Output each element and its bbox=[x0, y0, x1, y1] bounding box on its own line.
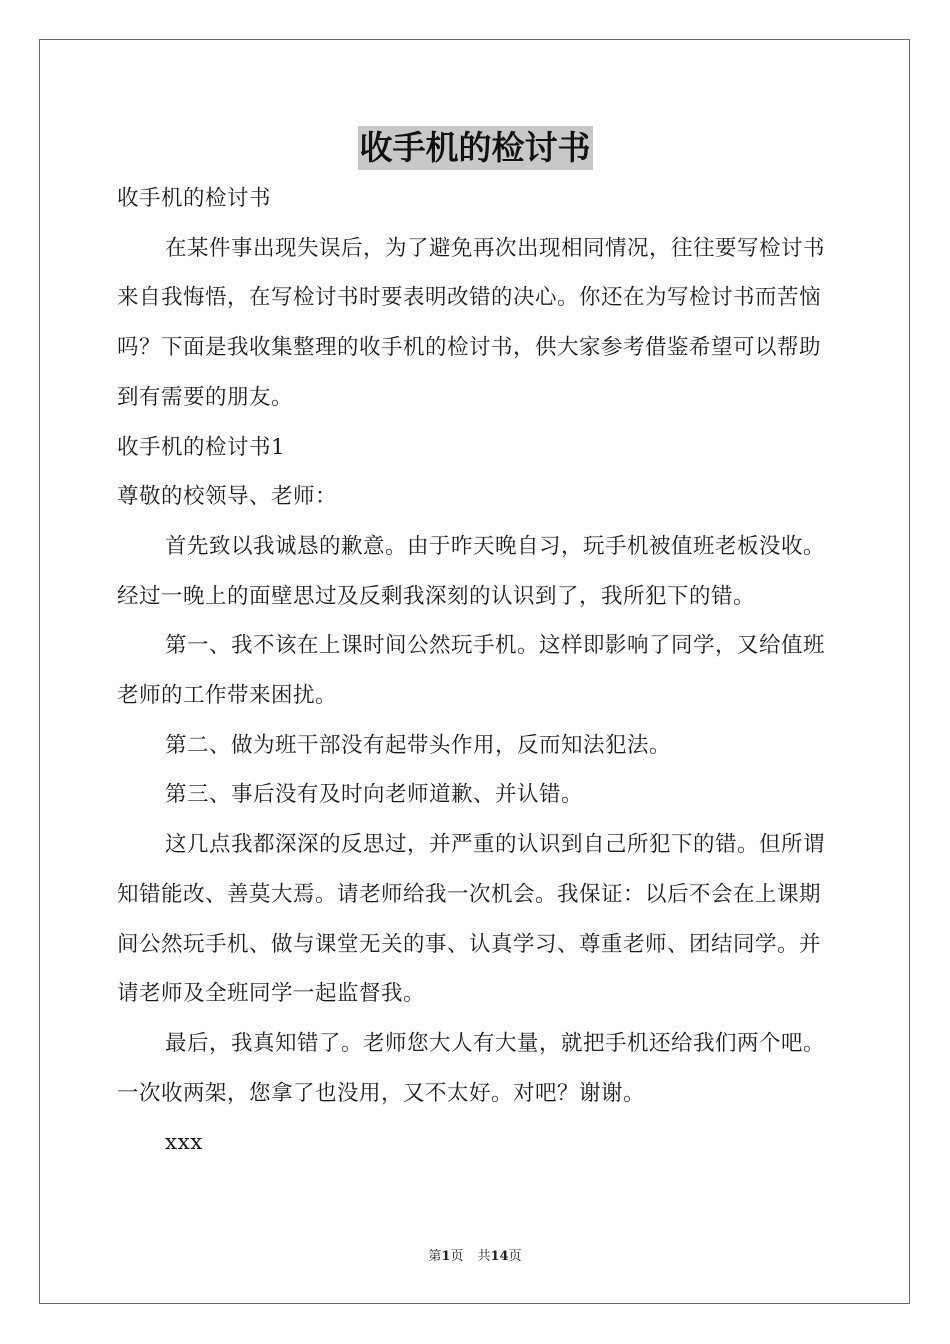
total-suffix: 页 bbox=[508, 1249, 522, 1264]
body-paragraph: 最后，我真知错了。老师您大人有大量，就把手机还给我们两个吧。一次收两架，您拿了也没用，又不太好。对吧？谢谢。 bbox=[117, 1030, 826, 1106]
title-container bbox=[0, 126, 950, 170]
body-paragraph: 第二、做为班干部没有起带头作用，反而知法犯法。 bbox=[165, 732, 672, 758]
intro-paragraph: 在某件事出现失误后，为了避免再次出现相同情况，往往要写检讨书来自我悔悟，在写检讨书时要表明改错的决心。你还在为写检讨书而苦恼吗？下面是我收集整理的收手机的检讨书，供大家参考借鉴希望可以帮助到有需要的朋友。 bbox=[117, 235, 826, 410]
body-paragraph: 第一、我不该在上课时间公然玩手机。这样即影响了同学，又给值班老师的工作带来困扰。 bbox=[117, 633, 826, 709]
page-number: 1 bbox=[441, 1249, 451, 1264]
total-prefix: 共 bbox=[477, 1249, 491, 1264]
body-paragraph: 首先致以我诚恳的歉意。由于昨天晚自习，玩手机被值班老板没收。经过一晚上的面壁思过及反剩我深刻的认识到了，我所犯下的错。 bbox=[117, 533, 826, 609]
document-body bbox=[117, 174, 837, 1168]
body-paragraph: 第三、事后没有及时向老师道歉、并认错。 bbox=[165, 782, 584, 808]
page-suffix: 页 bbox=[450, 1249, 464, 1264]
signature: xxx bbox=[165, 1130, 203, 1156]
page-prefix: 第 bbox=[428, 1249, 442, 1264]
section-heading: 收手机的检讨书1 bbox=[117, 434, 286, 460]
document-subtitle: 收手机的检讨书 bbox=[117, 186, 272, 211]
document-title: 收手机的检讨书 bbox=[358, 126, 593, 170]
page-footer bbox=[0, 1248, 950, 1266]
salutation: 尊敬的校领导、老师： bbox=[117, 484, 338, 510]
body-paragraph: 这几点我都深深的反思过，并严重的认识到自己所犯下的错。但所谓知错能改、善莫大焉。请老师给我一次机会。我保证：以后不会在上课期间公然玩手机、做与课堂无关的事、认真学习、尊重老师、团结同学。并请老师及全班同学一起监督我。 bbox=[117, 832, 826, 1007]
total-pages: 14 bbox=[490, 1249, 509, 1264]
